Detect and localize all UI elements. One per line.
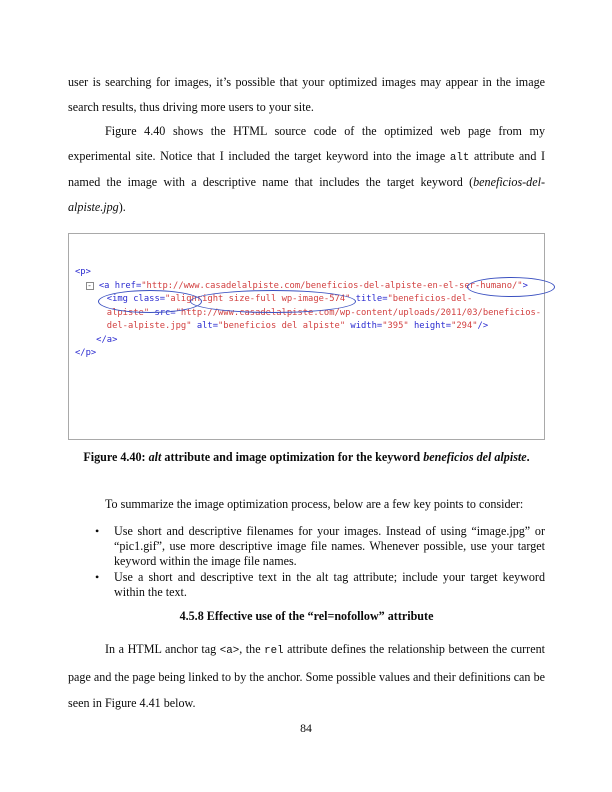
paragraph-summarize: To summarize the image optimization process, below are a few key points to consider: — [105, 497, 524, 511]
code-line: <img class="alignright size-full wp-image-574" title="beneficios-del- — [106, 294, 473, 304]
figure-caption: Figure 4.40: alt attribute and image optimization for the keyword beneficios del alpiste. — [83, 450, 530, 464]
page-content — [68, 70, 545, 716]
bullet-text: Use short and descriptive filenames for your images. Instead of using “image.jpg” or “pic1.gif”, use more descriptive image file names. Whenever possible, use your target keyword within the image file names. — [114, 523, 545, 569]
paragraph-figure-intro: Figure 4.40 shows the HTML source code of the optimized web page from my experimental site. Notice that I included the target keyword into the image alt attribute and I named the image with a descriptive name that includes the target keyword (beneficios-del-alpiste.jpg). — [68, 124, 546, 214]
paragraph-rel-attribute: In a HTML anchor tag <a>, the rel attribute defines the relationship between the current page and the page being linked to by the anchor. Some possible values and their definitions can be seen in Figure 4.41 below. — [68, 641, 545, 710]
bullet-text: Use a short and descriptive text in the alt tag attribute; include your target keyword within the text. — [114, 569, 545, 600]
list-item — [95, 570, 545, 601]
code-line: - <a href="http://www.casadelalpiste.com/beneficios-del-alpiste-en-el-ser-humano/"> — [87, 280, 528, 291]
code-figure — [68, 233, 545, 440]
section-heading: 4.5.8 Effective use of the “rel=nofollow” attribute — [179, 608, 434, 623]
collapse-minus-icon: - — [87, 280, 92, 290]
code-line: alpiste" src="http://www.casadelalpiste.com/wp-content/uploads/2011/03/beneficios- — [106, 307, 542, 318]
bullet-list — [95, 524, 545, 601]
code-line: </p> — [75, 348, 97, 358]
bullet-icon: • — [95, 523, 100, 538]
code-lines — [75, 266, 544, 361]
code-line: </a> — [75, 334, 118, 345]
page-number: 84 — [300, 721, 312, 735]
code-line: del-alpiste.jpg" alt="beneficios del alpiste" width="395" height="294"/> — [106, 321, 489, 331]
list-item — [95, 524, 545, 570]
paragraph-intro: user is searching for images, it’s possible that your optimized images may appear in the image search results, thus driving more users to your site. — [68, 75, 545, 114]
code-line: <p> — [75, 267, 91, 277]
bullet-icon: • — [95, 569, 100, 584]
